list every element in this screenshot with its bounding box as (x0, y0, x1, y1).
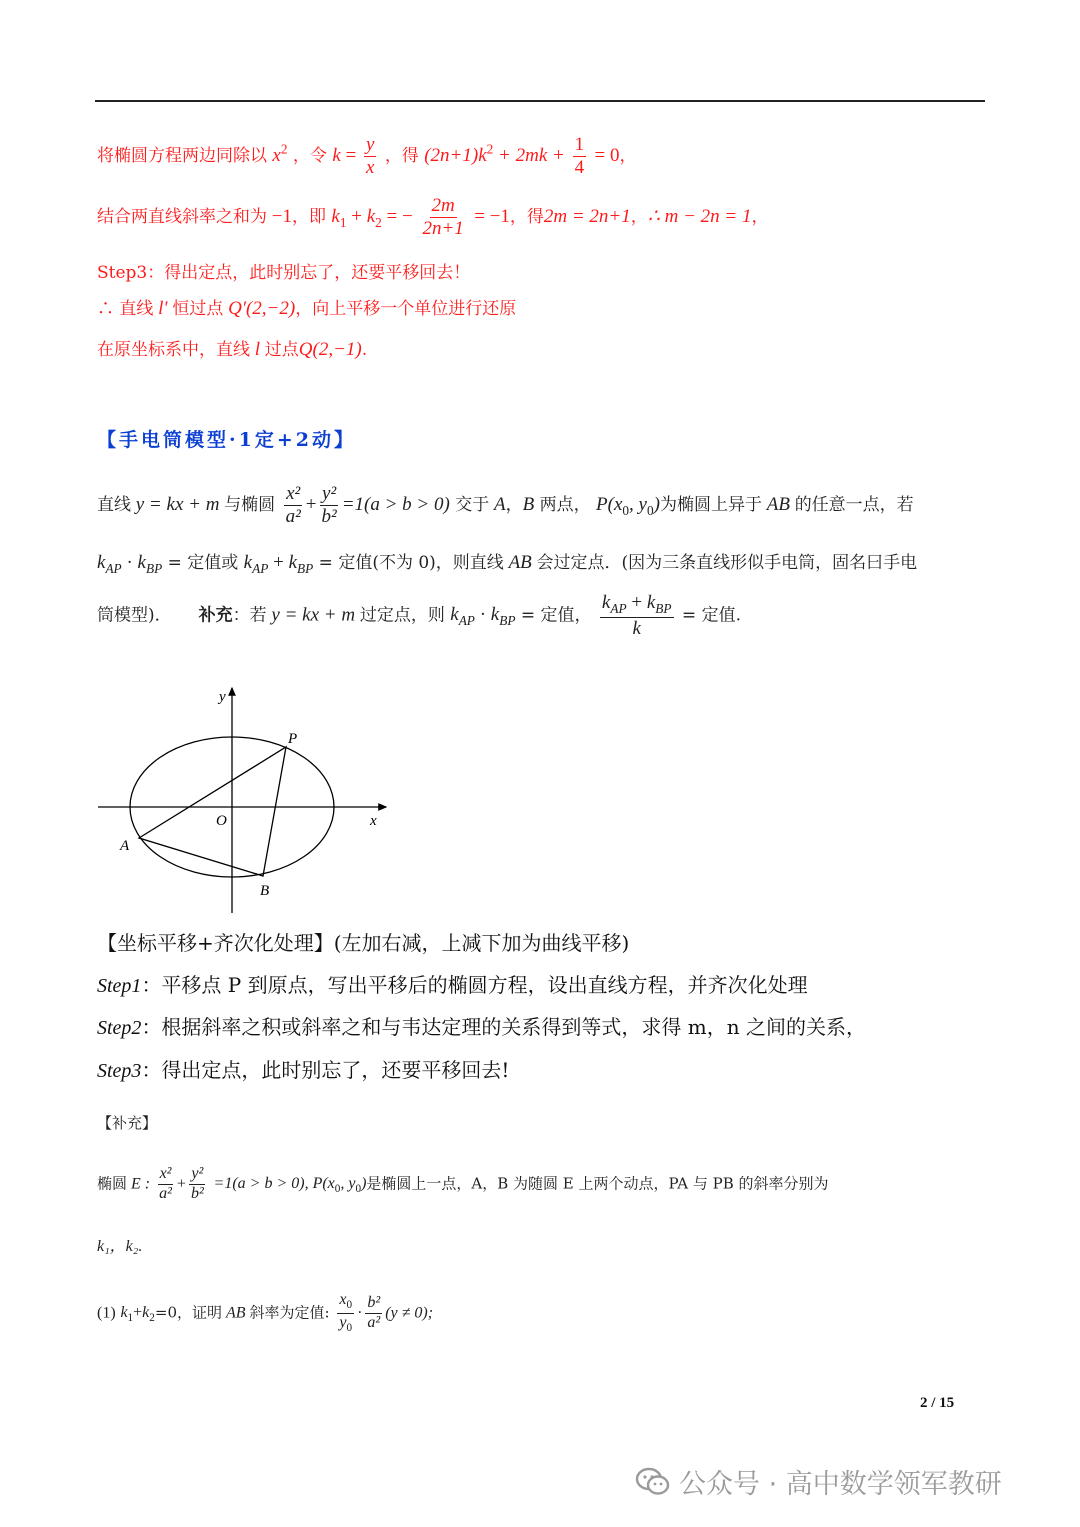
text-fragment: 斜率为定值: (249, 1303, 330, 1322)
text-fragment: k (97, 552, 106, 573)
text-fragment: ，得 (509, 206, 544, 227)
text-fragment: y (365, 134, 375, 155)
text-fragment: 0 (346, 1322, 353, 1335)
text-fragment: y² (189, 1166, 205, 1185)
text-fragment: k (243, 552, 253, 573)
text-fragment: ，向上平移一个单位进行还原 (295, 299, 517, 319)
fraction-x2-a2 (284, 484, 303, 527)
text-fragment: · (121, 552, 138, 573)
text-fragment: 补充 (198, 605, 233, 626)
text-fragment: = 定值(不为 0)，则直线 (313, 553, 504, 573)
text-fragment: 将椭圆方程两边同除以 (97, 145, 267, 166)
text-fragment: a² (367, 1313, 381, 1331)
red-line-5 (97, 335, 367, 361)
paragraph-line-1 (97, 484, 914, 527)
label-origin: O (216, 813, 227, 829)
text-fragment: 1 (339, 214, 347, 230)
text-fragment: + (268, 552, 289, 573)
text-fragment: BP (145, 560, 163, 576)
text-fragment: k (632, 617, 641, 639)
text-fragment: + (626, 592, 647, 613)
fraction-x0-y0 (337, 1292, 354, 1335)
text-fragment: 交于 (455, 494, 490, 515)
text-fragment: AB (761, 493, 795, 515)
text-fragment: 1 (574, 134, 585, 155)
text-fragment: A (489, 493, 506, 515)
label-a: A (120, 838, 130, 854)
text-fragment: 过点 (264, 340, 299, 360)
math-kap-kbp-2 (450, 604, 516, 629)
text-fragment: 0 (334, 1183, 341, 1196)
text-fragment: ，即 (291, 206, 326, 227)
supplement-line-2: k₁，k₂. (97, 1238, 143, 1255)
text-fragment: 4 (574, 156, 585, 178)
text-fragment: =0，证明 (154, 1303, 222, 1322)
watermark-text: 公众号 · 高中数学领军教研 (679, 1469, 1002, 1500)
text-fragment: 2n+1 (422, 217, 464, 239)
text-fragment: AP (458, 613, 475, 629)
text-fragment: k (366, 205, 376, 227)
text-fragment: + (346, 205, 367, 227)
text-fragment: x² (158, 1166, 174, 1185)
fraction-kap-kbp-over-k (600, 593, 674, 639)
text-fragment: 与椭圆 (224, 494, 276, 515)
text-fragment: 0 (646, 502, 654, 518)
label-y: y (219, 689, 226, 705)
watermark (635, 1462, 1002, 1501)
text-fragment: k (331, 205, 340, 227)
text-fragment: y = kx + m (131, 493, 225, 515)
text-fragment: 过定点，则 (359, 605, 445, 626)
text-fragment: 两点， (534, 494, 591, 515)
red-line-2 (97, 196, 768, 239)
label-p: P (288, 731, 298, 747)
text-fragment: = −1 (474, 205, 510, 227)
text-fragment: = 定值或 (162, 553, 239, 573)
text-fragment: Q′(2,−2) (223, 298, 296, 319)
text-fragment: 2m = 2n+1 (543, 205, 631, 227)
text-fragment: · (474, 604, 491, 626)
paragraph-line-3 (97, 593, 741, 639)
text-fragment: 2 (280, 141, 288, 157)
text-fragment: ， (505, 494, 523, 515)
text-fragment: l′ (153, 298, 173, 319)
text-fragment: 2 (486, 141, 494, 157)
text-fragment: ， (751, 206, 769, 227)
text-fragment: x (339, 1291, 347, 1308)
text-fragment: = (340, 144, 361, 166)
text-fragment: . (361, 340, 368, 360)
fraction-1-over-4 (573, 135, 587, 178)
text-fragment: ) (653, 493, 660, 515)
text-fragment: + (176, 1175, 186, 1193)
text-fragment: 的任意一点，若 (794, 494, 914, 515)
text-fragment: k (646, 592, 656, 613)
text-fragment: k (332, 144, 341, 166)
text-fragment: AP (610, 600, 627, 616)
text-fragment: a² (285, 505, 301, 527)
text-fragment: l (250, 339, 265, 360)
text-fragment: 0 (622, 502, 630, 518)
text-fragment: Step2 (97, 1017, 142, 1039)
item-1 (97, 1292, 433, 1335)
step2-line (97, 1011, 866, 1040)
text-fragment: + 2mk + (493, 144, 570, 166)
text-fragment: k (450, 604, 459, 626)
text-fragment: x² (286, 483, 301, 504)
text-fragment: k (490, 604, 500, 626)
text-fragment: AB (222, 1304, 250, 1322)
label-b: B (260, 883, 270, 899)
text-fragment: + (305, 493, 317, 515)
math-x2 (272, 141, 288, 166)
supplement-title: 【补充】 (97, 1114, 158, 1132)
text-fragment: ，令 (292, 145, 327, 166)
text-fragment: 2m (431, 195, 455, 216)
text-fragment: ∴ 直线 (97, 299, 154, 319)
text-fragment: = 0 (594, 144, 620, 166)
text-fragment: 椭圆 (97, 1174, 128, 1193)
text-fragment: ， (630, 206, 648, 227)
fraction-y2-b2-b (189, 1166, 206, 1203)
text-fragment: 筒模型)． (97, 605, 172, 626)
math-kap-plus-kbp (243, 552, 314, 576)
fraction-y2-b2 (320, 484, 339, 527)
text-fragment: BP (297, 560, 314, 576)
text-fragment: B (522, 493, 535, 515)
text-fragment: =1(a > b > 0), P(x (213, 1175, 335, 1193)
text-fragment: ：若 (232, 605, 267, 626)
text-fragment: ：根据斜率之积或斜率之和与韦达定理的关系得到等式，求得 m，n 之间的关系， (141, 1015, 866, 1039)
text-fragment: AP (105, 560, 122, 576)
text-fragment: 0 (346, 1299, 353, 1312)
text-fragment: ∴ m − 2n = 1 (647, 205, 752, 227)
text-fragment: 1 (127, 1312, 134, 1325)
text-fragment: Step1 (97, 975, 142, 997)
text-fragment: k (142, 1304, 150, 1322)
text-fragment: k (601, 592, 611, 613)
text-fragment: ) (361, 1175, 367, 1193)
label-x: x (370, 813, 377, 829)
text-fragment: (2n+1)k (424, 144, 487, 166)
text-fragment: Step3 (97, 1060, 142, 1082)
text-fragment: ：得出定点，此时别忘了，还要平移回去! (141, 1058, 510, 1082)
section-title: 【坐标平移+齐次化处理】(左加右减，上减下加为曲线平移) (97, 931, 630, 955)
text-fragment: , y (340, 1175, 356, 1193)
text-fragment: ，得 (384, 145, 419, 166)
math-condition (213, 1175, 367, 1196)
fraction-y-over-x (364, 135, 376, 178)
text-fragment: AB (503, 552, 537, 573)
text-fragment: 2 (149, 1312, 155, 1325)
text-fragment: b² (365, 1295, 382, 1314)
text-fragment: 结合两直线斜率之和为 (97, 206, 267, 227)
fraction-2m (420, 196, 465, 239)
text-fragment: · (357, 1304, 363, 1322)
ellipse-figure (98, 683, 398, 913)
page-number: 2 / 15 (920, 1395, 955, 1411)
text-fragment: AP (252, 560, 269, 576)
text-fragment: k (120, 1304, 128, 1322)
fraction-x2-a2-b (157, 1166, 174, 1203)
text-fragment: = 定值. (676, 605, 741, 626)
text-fragment: 恒过点 (172, 299, 224, 319)
text-fragment: Q(2,−1) (298, 339, 362, 360)
text-fragment: 0 (355, 1183, 362, 1196)
header-rule (95, 100, 985, 102)
wechat-icon (635, 1467, 671, 1497)
text-fragment: x (272, 144, 281, 166)
fraction-b2-a2 (365, 1295, 382, 1332)
step3-line (97, 1054, 509, 1083)
math-expression (424, 141, 570, 166)
text-fragment: , y (629, 493, 647, 515)
text-fragment: k (137, 552, 146, 573)
text-fragment: 在原坐标系中，直线 (97, 340, 250, 360)
text-fragment: −1 (267, 205, 292, 227)
red-line-3: Step3：得出定点，此时别忘了，还要平移回去！ (97, 263, 471, 283)
text-fragment: ：平移点 P 到原点，写出平移后的椭圆方程，设出直线方程，并齐次化处理 (141, 973, 808, 997)
text-fragment: b² (190, 1184, 204, 1202)
text-fragment: = − (381, 205, 418, 227)
text-fragment: y = kx + m (266, 604, 360, 626)
math-point-p (596, 493, 660, 518)
text-fragment: BP (499, 613, 516, 629)
text-fragment: 2 (375, 214, 382, 230)
text-fragment: y² (322, 483, 337, 504)
text-fragment: (1) (97, 1304, 116, 1322)
red-line-4 (97, 294, 516, 320)
step1-line (97, 969, 808, 998)
text-fragment: E : (127, 1175, 155, 1193)
text-fragment: (y ≠ 0); (385, 1304, 434, 1322)
text-fragment: y (339, 1313, 347, 1331)
text-fragment: x (365, 156, 375, 178)
math-k1-plus-k2 (331, 205, 418, 230)
red-line-1 (97, 135, 636, 178)
supplement-line-1 (97, 1166, 829, 1203)
text-fragment: BP (655, 600, 672, 616)
text-fragment: 是椭圆上一点，A，B 为随圆 E 上两个动点，PA 与 PB 的斜率分别为 (366, 1174, 829, 1193)
text-fragment: = 定值， (515, 605, 592, 626)
text-fragment: P(x (596, 493, 623, 515)
math-k1-plus-k2-b (120, 1304, 155, 1325)
section-heading: 【手电筒模型·1定+2动】 (97, 429, 356, 451)
text-fragment: a² (159, 1184, 172, 1202)
paragraph-line-2 (97, 548, 917, 577)
text-fragment: 会过定点．(因为三条直线形似手电筒，固名曰手电 (536, 553, 918, 573)
math-kap-kbp (97, 552, 163, 576)
text-fragment: b² (321, 505, 337, 527)
text-fragment: =1(a > b > 0) (341, 493, 450, 515)
text-fragment: 为椭圆上异于 (659, 494, 762, 515)
text-fragment: + (133, 1304, 143, 1322)
text-fragment: 直线 (97, 494, 131, 515)
text-fragment: k (288, 552, 298, 573)
text-fragment: ， (619, 145, 637, 166)
